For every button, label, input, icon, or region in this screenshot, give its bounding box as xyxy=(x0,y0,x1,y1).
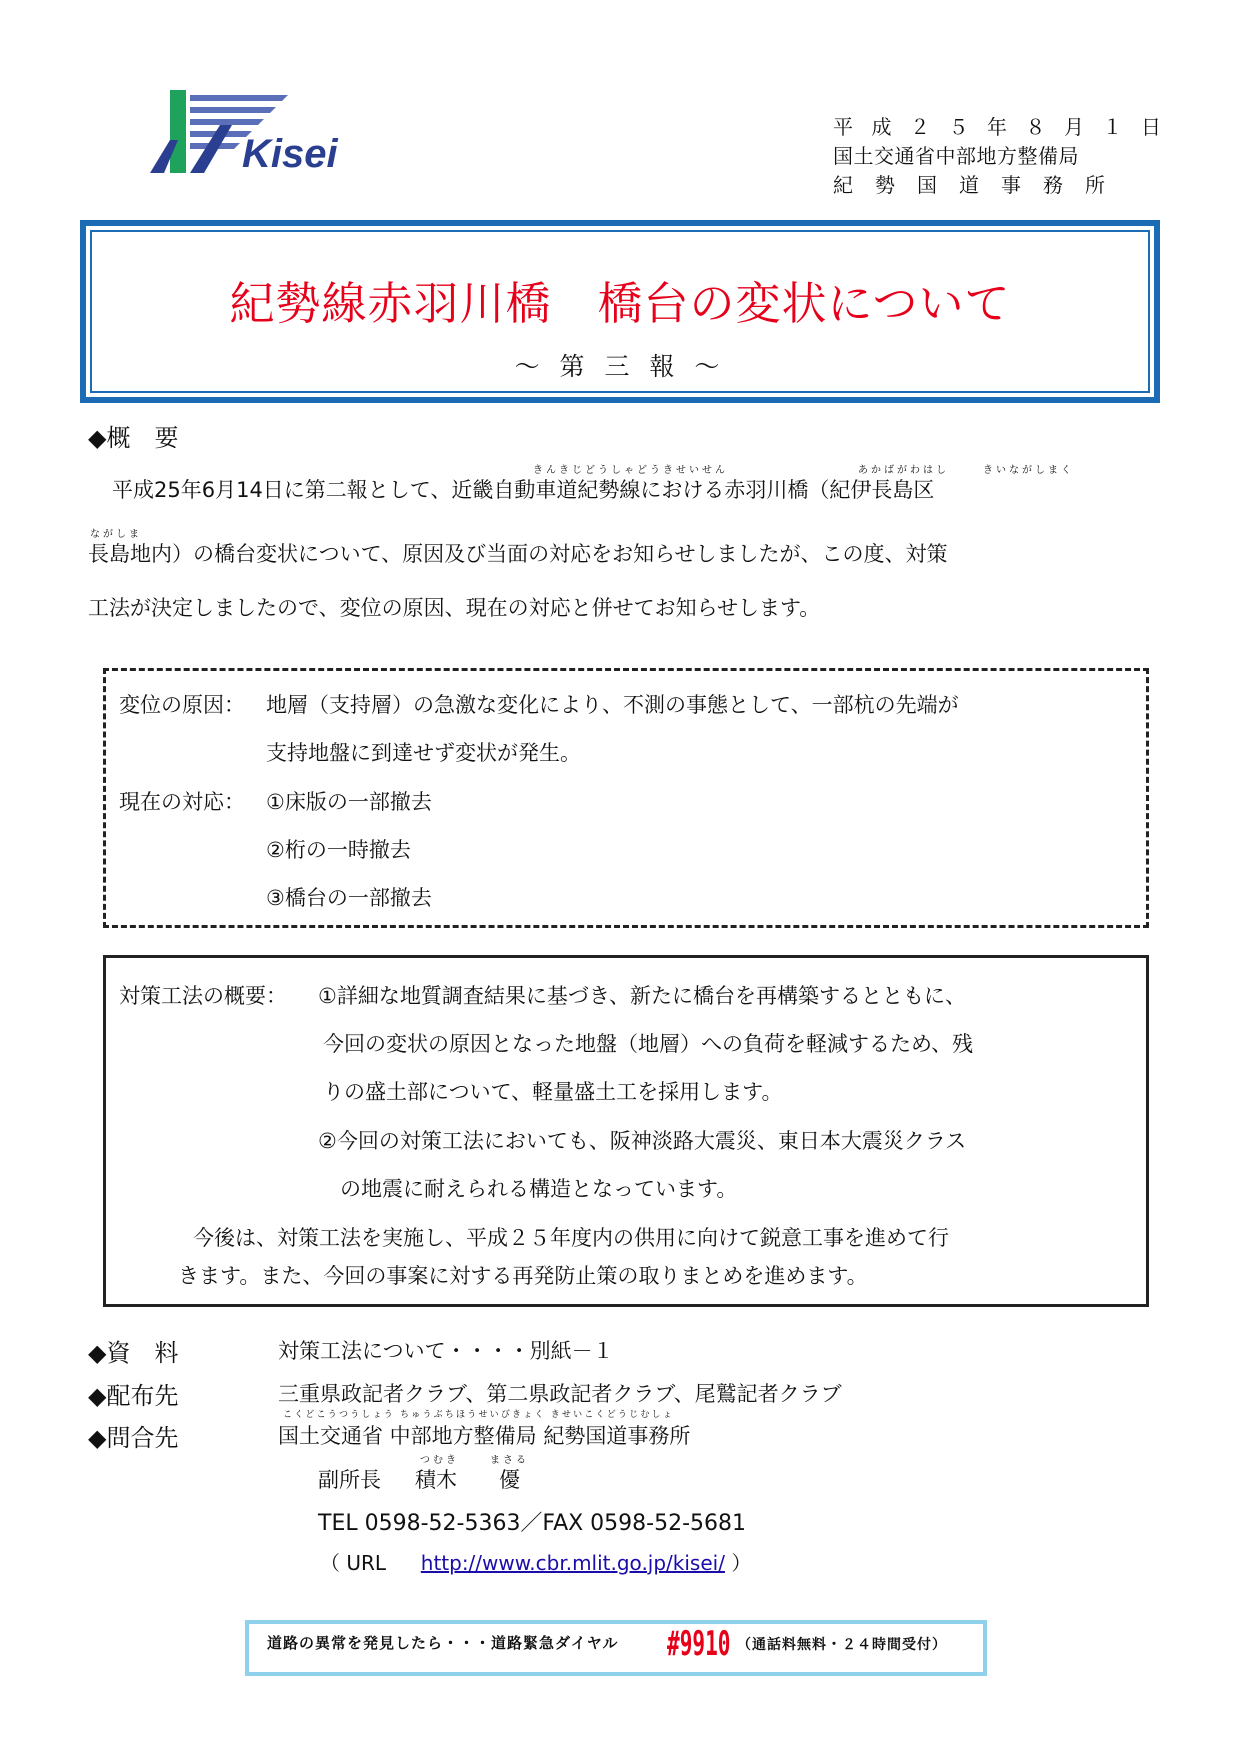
issuer-office: 紀勢国道事務所 xyxy=(833,173,1127,197)
contact-title: 副所長 xyxy=(318,1468,381,1492)
contact-heading: ◆問合先 xyxy=(88,1424,179,1452)
materials-text: 対策工法について・・・・別紙－１ xyxy=(278,1339,614,1363)
issuer-header xyxy=(833,113,1180,200)
countermeasure-p1-line-3: りの盛土部について、軽量盛土工を採用します。 xyxy=(323,1080,783,1104)
current-item-2: ②桁の一時撤去 xyxy=(266,838,411,862)
url-prefix: （ URL xyxy=(320,1551,387,1575)
current-item-1: ①床版の一部撤去 xyxy=(266,790,432,814)
kisei-logo xyxy=(150,85,338,185)
logo-text: Kisei xyxy=(242,132,338,176)
document-title: 紀勢線赤羽川橋 橋台の変状について xyxy=(229,277,1011,330)
website-link[interactable]: http://www.cbr.mlit.go.jp/kisei/ xyxy=(420,1551,725,1575)
banner-tail: （通話料無料・２４時間受付） xyxy=(737,1637,947,1653)
countermeasure-p1-line-2: 今回の変状の原因となった地盤（地層）への負荷を軽減するため、残 xyxy=(323,1032,974,1056)
cause-line-1: 地層（支持層）の急激な変化により、不測の事態として、一部杭の先端が xyxy=(266,693,959,717)
materials-heading: ◆資 料 xyxy=(88,1339,179,1367)
contact-phone: TEL 0598-52-5363／FAX 0598-52-5681 xyxy=(318,1511,747,1536)
overview-line-1: 平成25年6月14日に第二報として、近畿自動車道紀勢線における赤羽川橋（紀伊長島区 xyxy=(112,478,935,502)
url-suffix: ） xyxy=(731,1551,752,1575)
current-item-3: ③橋台の一部撤去 xyxy=(266,886,432,910)
closing-line-2: きます。また、今回の事案に対する再発防止策の取りまとめを進めます。 xyxy=(178,1264,868,1288)
banner-text: 道路の異常を発見したら・・・道路緊急ダイヤル xyxy=(267,1634,619,1652)
ruby-nagashima: ながしま xyxy=(90,529,142,540)
countermeasure-p1-line-1: ①詳細な地質調査結果に基づき、新たに橋台を再構築するとともに、 xyxy=(318,984,966,1008)
contact-name-ruby-2: まさる xyxy=(490,1455,529,1466)
overview-line-3: 工法が決定しましたので、変位の原因、現在の対応と併せてお知らせします。 xyxy=(88,596,821,620)
contact-org-ruby: こくどこうつうしょう ちゅうぶちほうせいびきょく きせいこくどうじむしょ xyxy=(283,1410,674,1420)
issuer-org: 国土交通省中部地方整備局 xyxy=(833,144,1079,168)
overview-line-2: 長島地内）の橋台変状について、原因及び当面の対応をお知らせしましたが、この度、対策 xyxy=(88,542,948,566)
contact-name-ruby-1: つむき xyxy=(420,1455,459,1466)
document-subtitle: ～ 第 三 報 ～ xyxy=(514,352,726,381)
distribution-text: 三重県政記者クラブ、第二県政記者クラブ、尾鷲記者クラブ xyxy=(278,1382,842,1406)
distribution-heading: ◆配布先 xyxy=(88,1382,179,1410)
overview-heading: ◆概 要 xyxy=(88,424,179,452)
contact-org: 国土交通省 中部地方整備局 紀勢国道事務所 xyxy=(278,1424,691,1448)
contact-name: 積木 優 xyxy=(415,1468,520,1492)
cause-label: 変位の原因： xyxy=(119,693,245,717)
emergency-number[interactable]: #9910 xyxy=(667,1624,731,1664)
url-line xyxy=(320,1547,751,1576)
title-box xyxy=(80,220,1160,403)
countermeasure-label: 対策工法の概要： xyxy=(119,984,287,1008)
countermeasure-p2-line-2: の地震に耐えられる構造となっています。 xyxy=(340,1177,738,1201)
emergency-dial-banner xyxy=(245,1620,987,1676)
cause-line-2: 支持地盤に到達せず変状が発生。 xyxy=(266,741,581,765)
ruby-akabagawa: あかばがわはし xyxy=(858,465,949,476)
current-label: 現在の対応： xyxy=(119,790,245,814)
issue-date: 平成２５年８月１日 xyxy=(833,115,1180,139)
ruby-kinki: きんきじどうしゃどうきせいせん xyxy=(533,465,728,476)
closing-line-1: 今後は、対策工法を実施し、平成２５年度内の供用に向けて鋭意工事を進めて行 xyxy=(193,1226,949,1250)
ruby-kiinagashima: きいながしまく xyxy=(983,465,1074,476)
countermeasure-p2-line-1: ②今回の対策工法においても、阪神淡路大震災、東日本大震災クラス xyxy=(318,1129,967,1153)
